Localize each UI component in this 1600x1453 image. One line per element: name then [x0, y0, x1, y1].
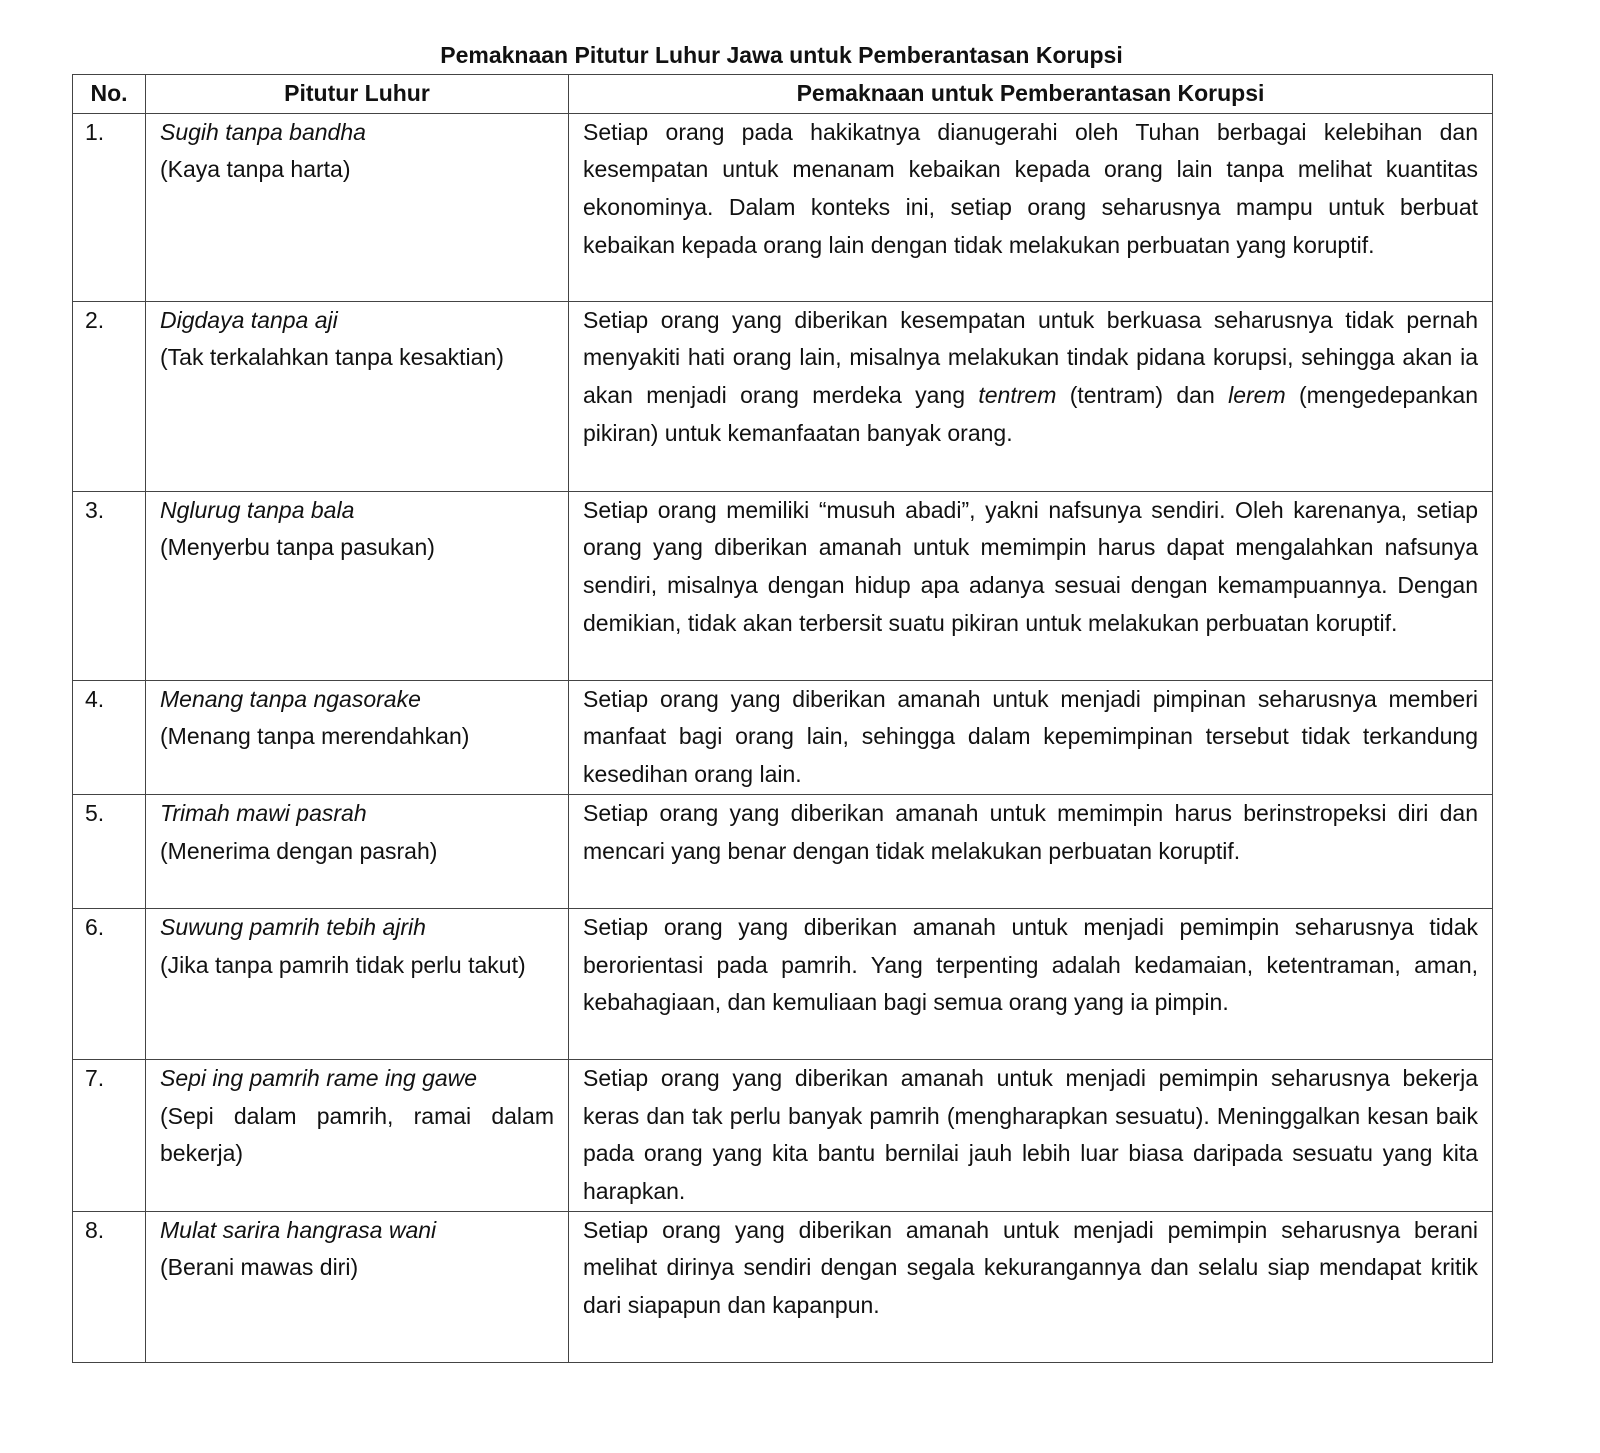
- table-row: [73, 491, 1493, 680]
- pitutur-phrase: Mulat sarira hangrasa wani: [160, 1216, 437, 1243]
- pitutur-cell: [146, 1211, 569, 1362]
- desc-text: (mengedepankan pikiran) untuk kemanfaatan banyak orang.: [583, 382, 1478, 446]
- table-row: [73, 908, 1493, 1059]
- description-cell: Setiap orang pada hakikatnya dianugerahi oleh Tuhan berbagai kelebihan dan kesempatan untuk menanam kebaikan kepada orang lain tanpa melihat kuantitas ekonominya. Dalam konteks ini, setiap orang seharusnya mampu untuk berbuat kebaikan kepada orang lain dengan tidak melakukan perbuatan yang koruptif.: [569, 113, 1493, 301]
- pitutur-translation: (Tak terkalahkan tanpa kesaktian): [160, 344, 504, 371]
- pitutur-translation: (Kaya tanpa harta): [160, 156, 351, 183]
- row-number: 2.: [73, 301, 146, 491]
- pitutur-cell: [146, 113, 569, 301]
- pitutur-translation: (Sepi dalam pamrih, ramai dalam bekerja): [160, 1102, 554, 1167]
- pitutur-phrase: Sugih tanpa bandha: [160, 118, 366, 145]
- pitutur-translation: (Menang tanpa merendahkan): [160, 723, 470, 750]
- pitutur-phrase: Digdaya tanpa aji: [160, 306, 338, 333]
- desc-text: Setiap orang yang diberikan kesempatan untuk berkuasa seharusnya tidak pernah menyakiti hati orang lain, misalnya melakukan tindak pidana korupsi, sehingga akan ia akan menjadi orang merdeka yang: [583, 306, 1478, 409]
- pitutur-cell: [146, 680, 569, 794]
- desc-italic-term: tentrem: [978, 382, 1057, 409]
- pitutur-cell: [146, 301, 569, 491]
- pitutur-phrase: Trimah mawi pasrah: [160, 799, 367, 826]
- pitutur-cell: [146, 1059, 569, 1211]
- desc-italic-term: lerem: [1228, 382, 1286, 409]
- header-pitutur: Pitutur Luhur: [146, 75, 569, 114]
- table-row: [73, 301, 1493, 491]
- header-no: No.: [73, 75, 146, 114]
- pitutur-phrase: Menang tanpa ngasorake: [160, 685, 421, 712]
- table-row: [73, 1211, 1493, 1362]
- row-number: 8.: [73, 1211, 146, 1362]
- table-row: [73, 113, 1493, 301]
- row-number: 6.: [73, 908, 146, 1059]
- description-cell: Setiap orang memiliki “musuh abadi”, yakni nafsunya sendiri. Oleh karenanya, setiap orang yang diberikan amanah untuk memimpin harus dapat mengalahkan nafsunya sendiri, misalnya dengan hidup apa adanya sesuai dengan kemampuannya. Dengan demikian, tidak akan terbersit suatu pikiran untuk melakukan perbuatan koruptif.: [569, 491, 1493, 680]
- pitutur-phrase: Suwung pamrih tebih ajrih: [160, 913, 426, 940]
- table-title: Pemaknaan Pitutur Luhur Jawa untuk Pemberantasan Korupsi: [440, 42, 1123, 68]
- table-row: [73, 1059, 1493, 1211]
- pitutur-translation: (Jika tanpa pamrih tidak perlu takut): [160, 951, 526, 978]
- row-number: 5.: [73, 794, 146, 908]
- pitutur-phrase: Sepi ing pamrih rame ing gawe: [160, 1064, 478, 1091]
- table-header-row: [73, 75, 1493, 114]
- description-cell: Setiap orang yang diberikan amanah untuk memimpin harus berinstropeksi diri dan mencari yang benar dengan tidak melakukan perbuatan koruptif.: [569, 794, 1493, 908]
- row-number: 1.: [73, 113, 146, 301]
- pitutur-cell: [146, 794, 569, 908]
- desc-text: (tentram) dan: [1056, 382, 1229, 409]
- header-pemaknaan: Pemaknaan untuk Pemberantasan Korupsi: [569, 75, 1493, 114]
- row-number: 4.: [73, 680, 146, 794]
- pitutur-translation: (Berani mawas diri): [160, 1254, 359, 1281]
- pitutur-phrase: Nglurug tanpa bala: [160, 496, 355, 523]
- description-cell: Setiap orang yang diberikan amanah untuk menjadi pemimpin seharusnya berani melihat dirinya sendiri dengan segala kekurangannya dan selalu siap mendapat kritik dari siapapun dan kapanpun.: [569, 1211, 1493, 1362]
- table-row: [73, 794, 1493, 908]
- description-cell: Setiap orang yang diberikan amanah untuk menjadi pemimpin seharusnya tidak berorientasi pada pamrih. Yang terpenting adalah kedamaian, ketentraman, aman, kebahagiaan, dan kemuliaan bagi semua orang yang ia pimpin.: [569, 908, 1493, 1059]
- pitutur-cell: [146, 491, 569, 680]
- pitutur-translation: (Menerima dengan pasrah): [160, 837, 438, 864]
- pitutur-translation: (Menyerbu tanpa pasukan): [160, 534, 435, 561]
- row-number: 3.: [73, 491, 146, 680]
- table-row: [73, 680, 1493, 794]
- description-cell: Setiap orang yang diberikan amanah untuk menjadi pimpinan seharusnya memberi manfaat bagi orang lain, sehingga dalam kepemimpinan tersebut tidak terkandung kesedihan orang lain.: [569, 680, 1493, 794]
- description-cell: Setiap orang yang diberikan amanah untuk menjadi pemimpin seharusnya bekerja keras dan tak perlu banyak pamrih (mengharapkan sesuatu). Meninggalkan kesan baik pada orang yang kita bantu bernilai jauh lebih luar biasa daripada sesuatu yang kita harapkan.: [569, 1059, 1493, 1211]
- pitutur-table: [72, 74, 1493, 1363]
- pitutur-cell: [146, 908, 569, 1059]
- description-cell: [569, 301, 1493, 491]
- row-number: 7.: [73, 1059, 146, 1211]
